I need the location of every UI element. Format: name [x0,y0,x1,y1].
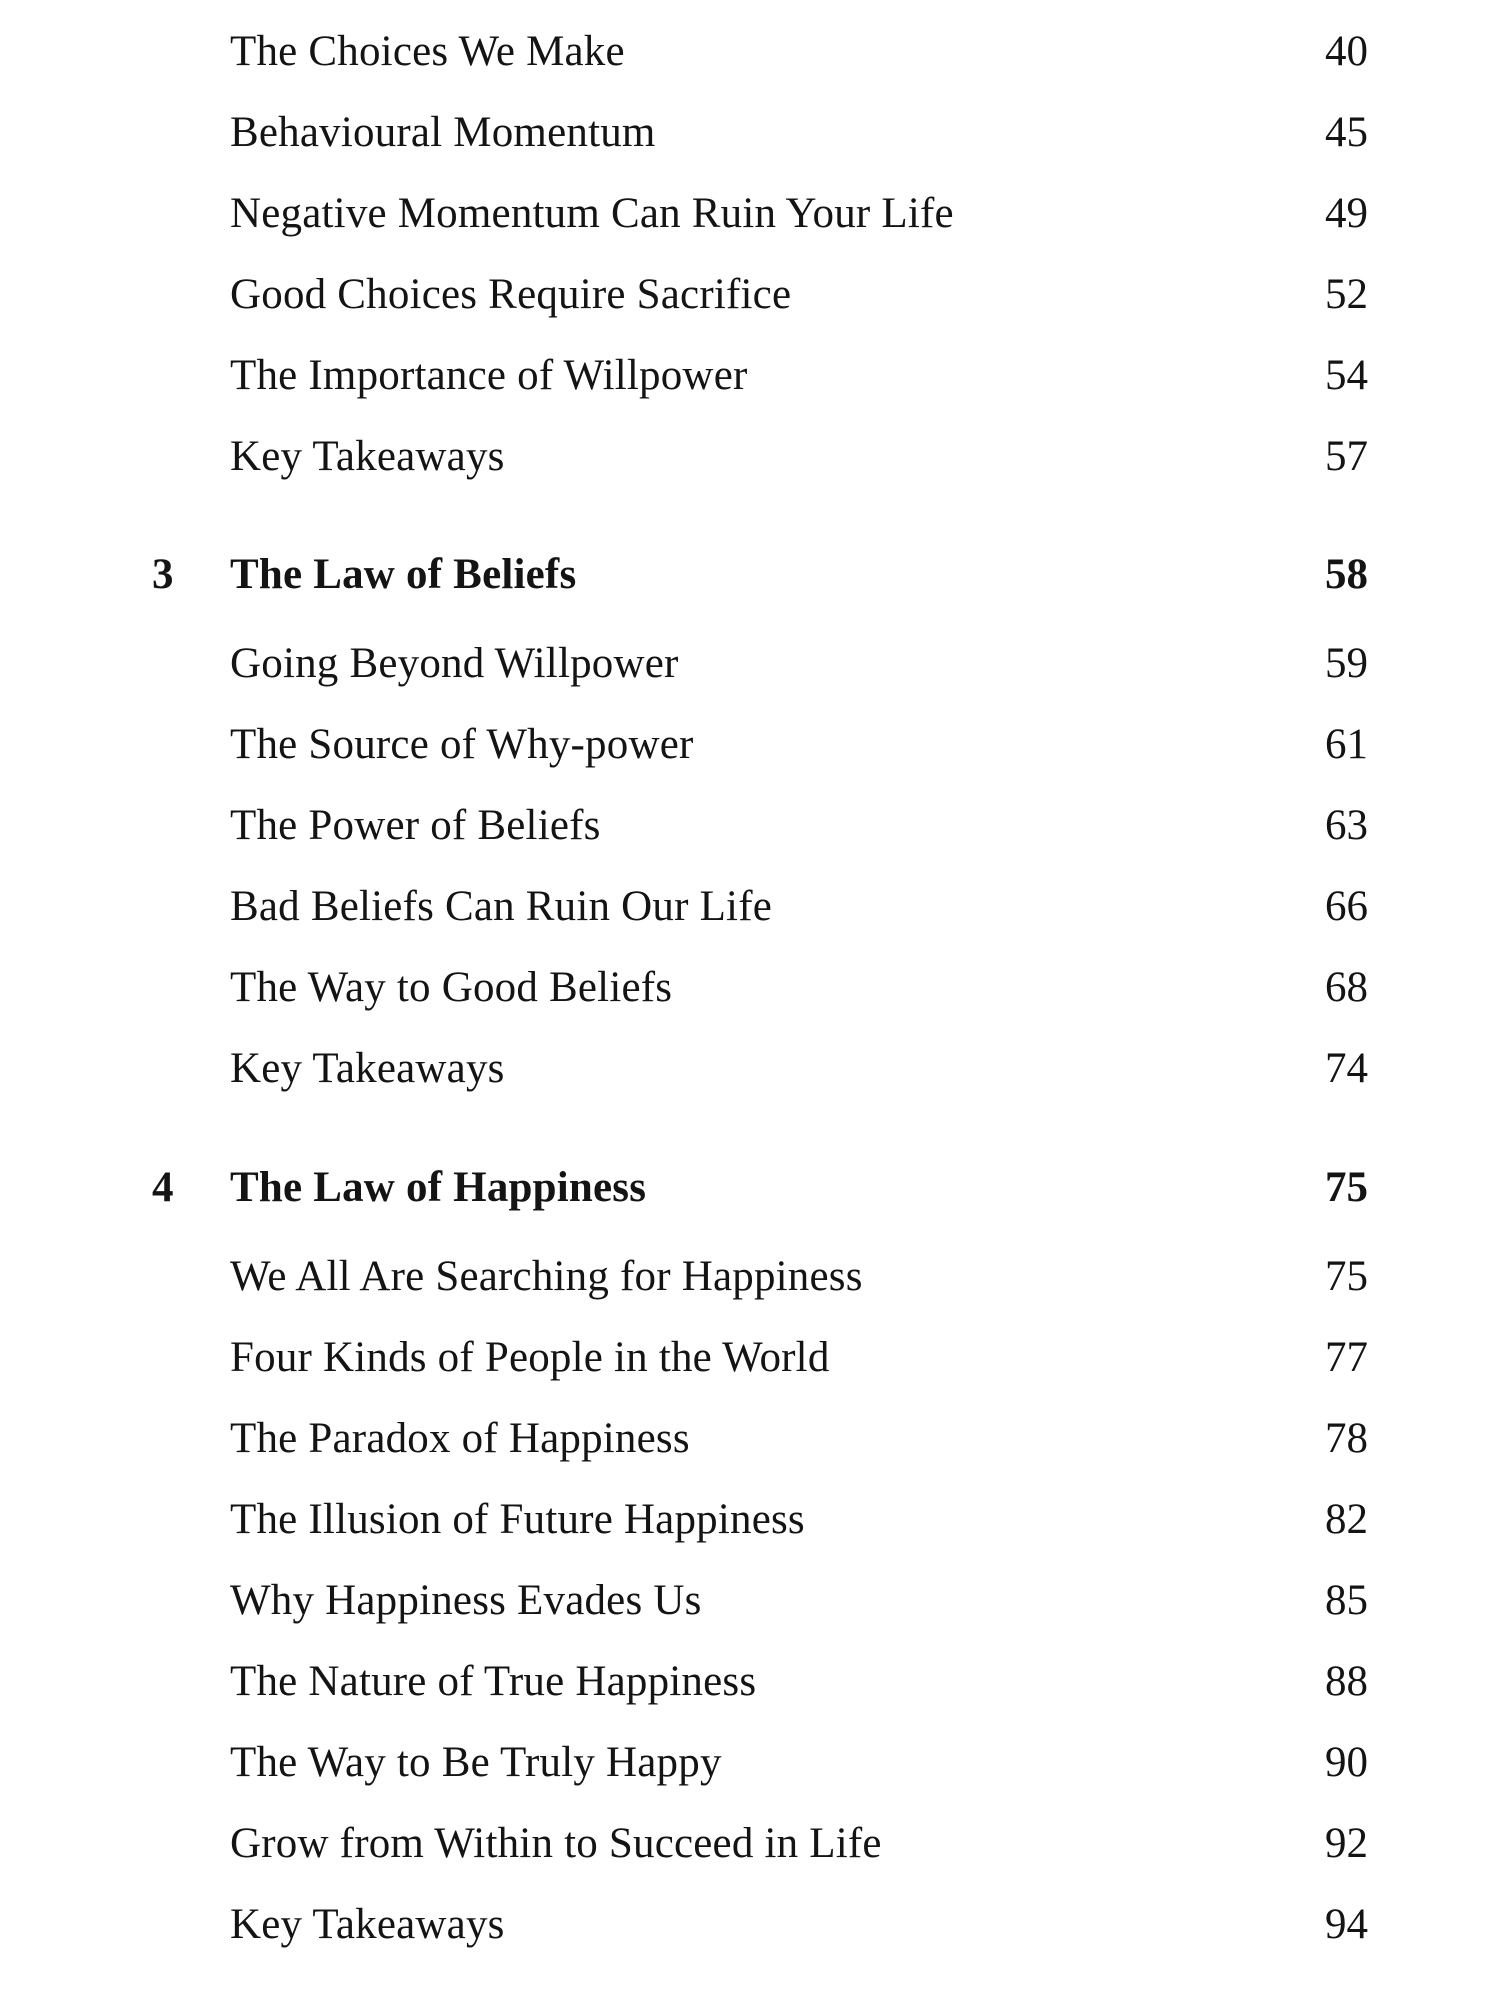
chapter-number: 4 [152,1164,174,1211]
page-number: 52 [1325,271,1368,318]
section-title: The Way to Be Truly Happy [230,1739,722,1786]
toc-section-entry [0,1571,1500,1631]
page-number: 77 [1325,1334,1368,1381]
page-number: 45 [1325,109,1368,156]
chapter-number: 3 [152,551,174,598]
toc-section-entry [0,1733,1500,1793]
page-number: 78 [1325,1415,1368,1462]
page-number: 49 [1325,190,1368,237]
toc-section-entry [0,715,1500,775]
toc-section-entry [0,1409,1500,1469]
toc-section-entry [0,958,1500,1018]
toc-section-entry [0,1652,1500,1712]
toc-section-entry [0,1814,1500,1874]
page-number: 88 [1325,1658,1368,1705]
page-number: 54 [1325,352,1368,399]
toc-section-entry [0,634,1500,694]
chapter-title: The Law of Beliefs [230,551,577,598]
toc-chapter-entry [0,1158,1500,1218]
page-number: 92 [1325,1820,1368,1867]
toc-section-entry [0,427,1500,487]
page-number: 57 [1325,433,1368,480]
page-number: 94 [1325,1901,1368,1948]
toc-section-entry [0,1490,1500,1550]
toc-section-entry [0,346,1500,406]
section-title: The Paradox of Happiness [230,1415,690,1462]
section-title: Good Choices Require Sacrifice [230,271,792,318]
toc-section-entry [0,1895,1500,1955]
section-title: The Nature of True Happiness [230,1658,757,1705]
section-title: The Choices We Make [230,28,625,75]
toc-section-entry [0,184,1500,244]
toc-section-entry [0,103,1500,163]
page-number: 63 [1325,802,1368,849]
section-title: We All Are Searching for Happiness [230,1253,863,1300]
section-title: Key Takeaways [230,1045,505,1092]
chapter-title: The Law of Happiness [230,1164,647,1211]
page-number: 59 [1325,640,1368,687]
page-number: 85 [1325,1577,1368,1624]
page-number: 74 [1325,1045,1368,1092]
section-title: The Source of Why-power [230,721,694,768]
section-title: Grow from Within to Succeed in Life [230,1820,882,1867]
section-title: Behavioural Momentum [230,109,656,156]
page-number: 90 [1325,1739,1368,1786]
toc-section-entry [0,796,1500,856]
section-title: Going Beyond Willpower [230,640,679,687]
page-number: 66 [1325,883,1368,930]
section-title: Negative Momentum Can Ruin Your Life [230,190,954,237]
toc-section-entry [0,1328,1500,1388]
section-title: The Illusion of Future Happiness [230,1496,805,1543]
page-number: 75 [1325,1253,1368,1300]
page-number: 75 [1325,1164,1368,1211]
toc-section-entry [0,1247,1500,1307]
page-number: 58 [1325,551,1368,598]
section-title: Key Takeaways [230,1901,505,1948]
section-title: Bad Beliefs Can Ruin Our Life [230,883,772,930]
toc-section-entry [0,265,1500,325]
section-title: Why Happiness Evades Us [230,1577,702,1624]
section-title: Four Kinds of People in the World [230,1334,830,1381]
page-number: 61 [1325,721,1368,768]
section-title: The Power of Beliefs [230,802,601,849]
toc-section-entry [0,22,1500,82]
toc-section-entry [0,877,1500,937]
page-number: 82 [1325,1496,1368,1543]
section-title: Key Takeaways [230,433,505,480]
page-number: 68 [1325,964,1368,1011]
section-title: The Way to Good Beliefs [230,964,673,1011]
toc-chapter-entry [0,545,1500,605]
toc-section-entry [0,1039,1500,1099]
page-number: 40 [1325,28,1368,75]
section-title: The Importance of Willpower [230,352,748,399]
